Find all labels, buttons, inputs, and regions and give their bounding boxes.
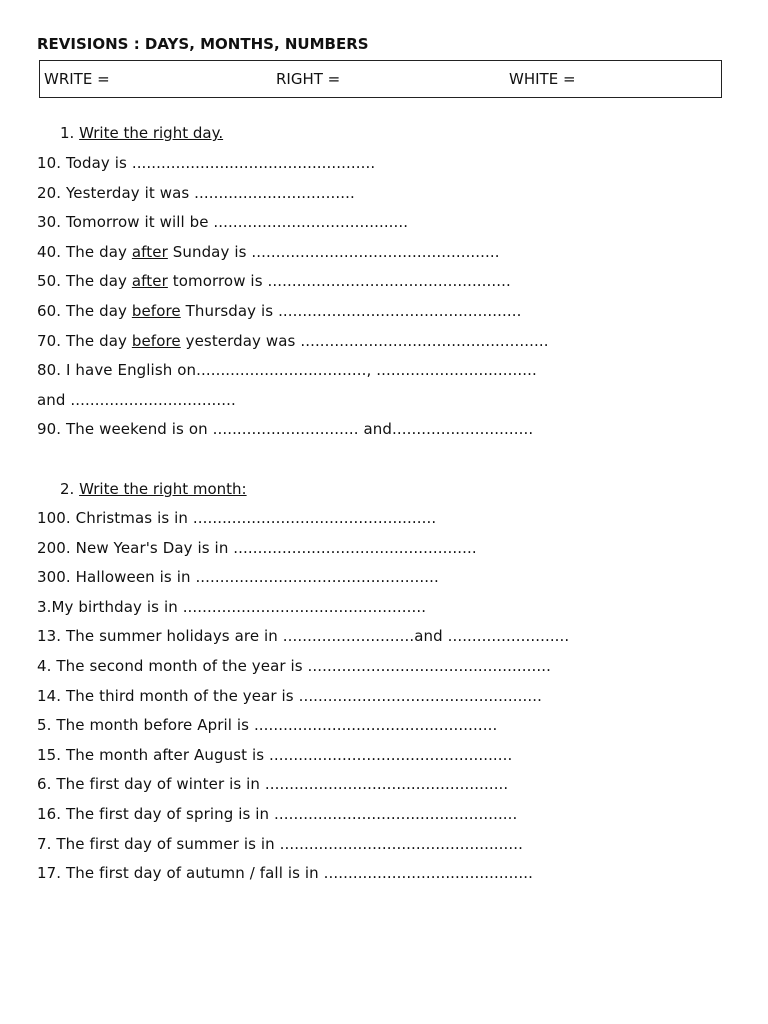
exercise-line: 300. Halloween is in .................................................. [37, 568, 439, 587]
line-text: 90. The weekend is on .............................. and............................. [37, 420, 534, 439]
exercise-line [37, 184, 355, 202]
line-text: Sunday is ................................................... [167, 242, 500, 261]
score-right-label: RIGHT = [276, 70, 341, 88]
exercise-line [37, 213, 408, 231]
underlined-word: before [131, 331, 181, 350]
exercise-line [37, 391, 236, 409]
underlined-word: before [131, 302, 181, 320]
underlined-word: after [131, 242, 168, 261]
line-text: 80. I have English on..................................., ................................. [37, 361, 537, 380]
exercise-line [37, 243, 500, 261]
underlined-word: after [131, 272, 168, 291]
exercise-line: 100. Christmas is in .................................................. [37, 509, 437, 527]
line-text: tomorrow is .................................................. [167, 272, 511, 291]
score-white-label: WHITE = [509, 70, 576, 88]
exercise-line: 7. The first day of summer is in .................................................. [37, 834, 524, 853]
line-text: 20. Yesterday it was ................................. [37, 183, 355, 202]
line-text: 50. The day [37, 272, 132, 291]
page-title: REVISIONS : DAYS, MONTHS, NUMBERS [37, 35, 369, 53]
exercise-line [37, 154, 375, 172]
section2-heading [60, 480, 247, 498]
exercise-line [37, 361, 537, 379]
exercise-line: 16. The first day of spring is in .................................................. [37, 805, 518, 823]
section2-number: 2. [60, 480, 75, 498]
line-text: yesterday was ................................................... [180, 331, 549, 350]
section1-title: Write the right day. [79, 124, 224, 142]
line-text: 40. The day [37, 242, 132, 261]
section2-title: Write the right month: [79, 480, 247, 498]
exercise-line: 17. The first day of autumn / fall is in ........................................... [37, 864, 533, 883]
exercise-line: 4. The second month of the year is .................................................. [37, 657, 551, 675]
exercise-line: 3.My birthday is in .................................................. [37, 597, 427, 616]
section1-heading [60, 124, 223, 142]
line-text: Thursday is .................................................. [180, 302, 522, 320]
exercise-line: 15. The month after August is .................................................. [37, 745, 513, 764]
exercise-line: 200. New Year's Day is in .................................................. [37, 538, 477, 557]
line-text: 70. The day [37, 331, 132, 350]
line-text: 10. Today is .................................................. [37, 154, 376, 172]
exercise-line [37, 420, 533, 438]
score-write-label: WRITE = [44, 70, 110, 88]
section1-number: 1. [60, 124, 75, 142]
line-text: and .................................. [37, 390, 236, 409]
exercise-line [37, 272, 511, 290]
exercise-line: 6. The first day of winter is in .................................................. [37, 775, 509, 794]
exercise-line: 13. The summer holidays are in ...........................and ......................... [37, 627, 570, 646]
line-text: 60. The day [37, 302, 132, 320]
score-box [39, 60, 722, 98]
line-text: 30. Tomorrow it will be ........................................ [37, 213, 409, 232]
exercise-line: 5. The month before April is .................................................. [37, 716, 498, 735]
exercise-line [37, 332, 549, 350]
exercise-line: 14. The third month of the year is .................................................. [37, 686, 542, 705]
exercise-line [37, 302, 521, 320]
